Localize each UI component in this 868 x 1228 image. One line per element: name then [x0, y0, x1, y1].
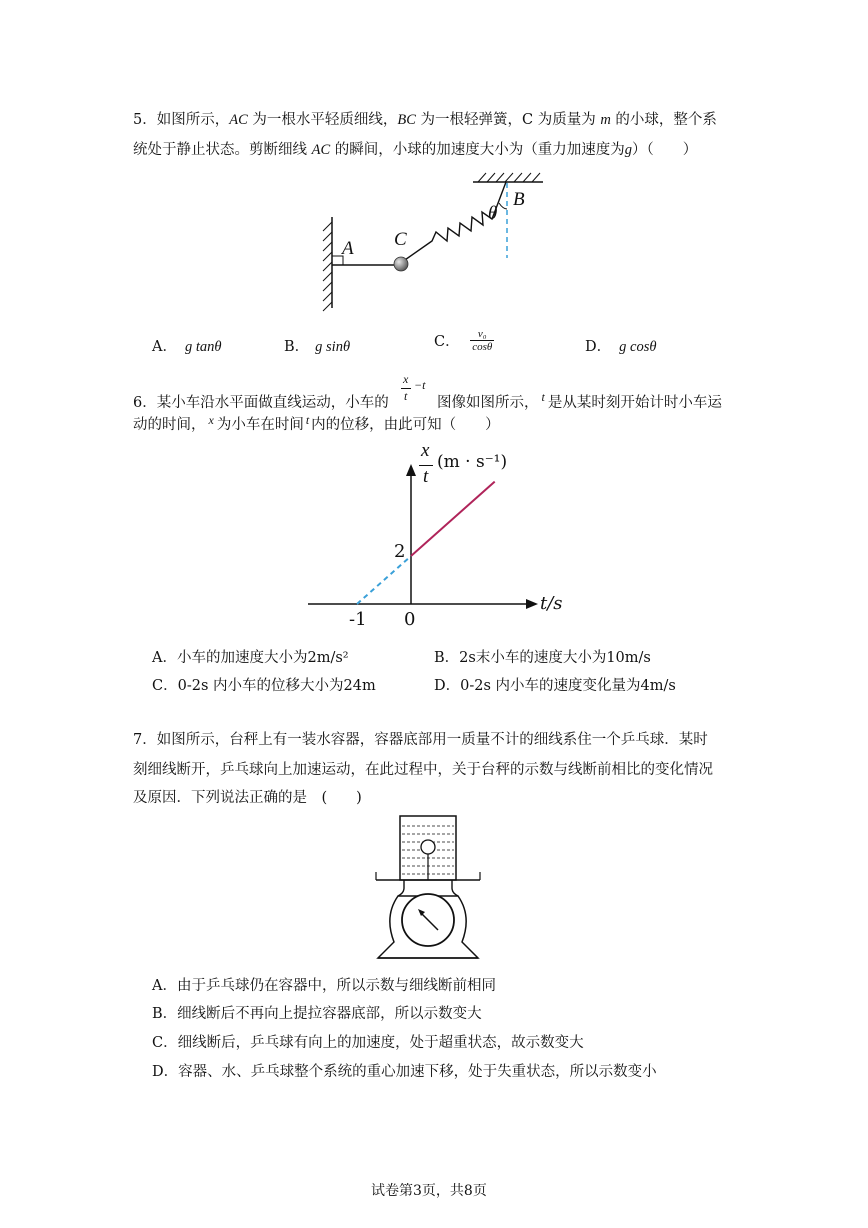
q5-ac: AC	[311, 142, 331, 158]
q5-bc: BC	[397, 112, 416, 128]
q6-text: 是从某时刻开始计时小车运	[547, 395, 722, 411]
q5-text: 的小球，整个系	[610, 112, 717, 128]
q5-text: 5．如图所示，	[133, 112, 230, 128]
y-axis-label-unit: (m · s⁻¹)	[437, 452, 508, 472]
q7-option-b[interactable]: B．细线断后不再向上提拉容器底部，所以示数变大	[152, 1006, 482, 1022]
q6-frac-tail: −t	[414, 378, 426, 392]
q7-option-a[interactable]: A．由于乒乓球仍在容器中，所以示数与细线断前相同	[152, 978, 496, 994]
tick-label-y2: 2	[394, 541, 406, 562]
q7-line3: 及原因．下列说法正确的是 ( )	[133, 790, 362, 806]
q5-label-a: A	[342, 238, 354, 259]
q6-text: 图像如图所示，	[437, 395, 539, 411]
y-axis-label-den: t	[423, 466, 429, 487]
q5-ac: AC	[229, 112, 248, 128]
tick-label-neg1: -1	[349, 609, 367, 630]
q6-option-c[interactable]: C．0-2s 内小车的位移大小为24m	[152, 678, 376, 694]
option-value: g cosθ	[619, 339, 657, 355]
q5-label-b: B	[513, 189, 525, 210]
q6-text: 动的时间，	[133, 417, 206, 433]
q7-option-c[interactable]: C．细线断后，乒乓球有向上的加速度，处于超重状态，故示数变大	[152, 1035, 584, 1051]
q5-text: 的瞬间，小球的加速度大小为（重力加速度为	[330, 142, 625, 158]
q6-text: 6．某小车沿水平面做直线运动，小车的	[133, 395, 389, 411]
tick-label-origin: 0	[404, 609, 416, 630]
q6-text: 内的位移，由此可知（ ）	[311, 417, 500, 433]
y-axis-label-num: x	[421, 440, 430, 461]
q6-option-b[interactable]: B．2s末小车的速度大小为10m/s	[434, 650, 651, 666]
q5-m: m	[600, 112, 611, 128]
q6-t: t	[305, 413, 310, 427]
q5-label-c: C	[394, 229, 407, 250]
q6-text: 为小车在时间	[216, 417, 304, 433]
q5-text: ）（ ）	[632, 142, 698, 158]
q6-x: x	[208, 413, 214, 427]
q7-line1: 7．如图所示，台秤上有一装水容器，容器底部用一质量不计的细线系住一个乒乓球．某时	[133, 732, 708, 748]
q5-text: 统处于静止状态。剪断细线	[133, 142, 312, 158]
option-value: g tanθ	[184, 339, 222, 355]
q5-text: 为一根水平轻质细线，	[247, 112, 398, 128]
fraction-den: cosθ	[472, 341, 493, 353]
q5-label-theta: θ	[488, 203, 498, 224]
fraction-num: v₀	[470, 328, 494, 341]
option-label: C．	[434, 334, 460, 350]
page-footer: 试卷第3页，共8页	[371, 1183, 487, 1199]
x-axis-label: t/s	[540, 593, 563, 614]
option-label: B．	[284, 339, 310, 355]
option-label: A．	[152, 339, 177, 355]
q5-g: g	[624, 142, 632, 158]
option-label: D．	[585, 339, 612, 355]
q6-option-a[interactable]: A．小车的加速度大小为2m/s²	[152, 650, 349, 666]
q6-t: t	[541, 390, 545, 404]
q5-text: 为一根轻弹簧，C 为质量为	[415, 112, 601, 128]
q6-frac-den: t	[404, 389, 408, 403]
q6-option-d[interactable]: D．0-2s 内小车的速度变化量为4m/s	[434, 678, 676, 694]
ping-pong-ball	[421, 840, 435, 854]
option-value: g sinθ	[315, 339, 351, 355]
q7-option-d[interactable]: D．容器、水、乒乓球整个系统的重心加速下移，处于失重状态，所以示数变小	[152, 1064, 657, 1080]
q7-line2: 刻细线断开，乒乓球向上加速运动，在此过程中，关于台秤的示数与线断前相比的变化情况	[133, 762, 713, 778]
q6-frac-num: x	[403, 372, 409, 386]
